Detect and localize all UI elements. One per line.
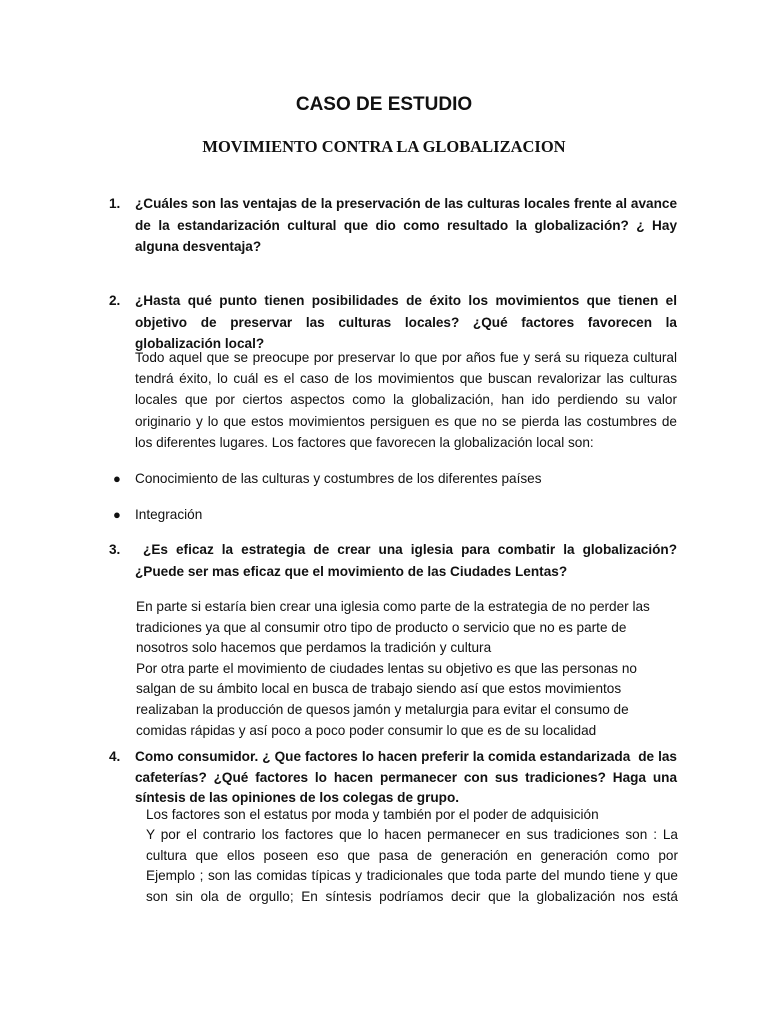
- document-title: CASO DE ESTUDIO: [295, 94, 473, 115]
- bullet-icon: ●: [113, 507, 121, 522]
- list-item-text: Conocimiento de las culturas y costumbres de los diferentes países: [135, 471, 542, 486]
- question-number: 4.: [109, 749, 121, 764]
- question-text: Como consumidor. ¿ Que factores lo hacen preferir la comida estandarizada de las cafeterías? ¿Qué factores lo hacen permanecer con sus tradiciones? Haga una síntesis de las opiniones de los colegas de grupo.: [135, 749, 681, 805]
- list-item: [113, 469, 677, 489]
- question-4: [109, 747, 681, 809]
- text-line: tradiciones ya que al consumir otro tipo de producto o servicio que no es parte de: [136, 619, 627, 635]
- answer-3-paragraph: [136, 597, 681, 741]
- document-subtitle: MOVIMIENTO CONTRA LA GLOBALIZACION: [202, 137, 566, 156]
- list-item-text: Integración: [135, 507, 203, 522]
- bullet-icon: ●: [113, 471, 121, 486]
- text-line: Por otra parte el movimiento de ciudades lentas su objetivo es que las personas no: [136, 660, 637, 676]
- text-line: cultura que ellos poseen eso que pasa de generación en generación como por: [146, 847, 678, 863]
- question-number: 1.: [109, 196, 121, 211]
- answer-2-paragraph: Todo aquel que se preocupe por preservar lo que por años fue y será su riqueza cultural tendrá éxito, lo cuál es el caso de los movimientos que buscan revalorizar las culturas locales que por ciertos aspectos como la globalización, han ido perdiendo su valor originario y lo que estos movimientos persiguen es que no se pierda las costumbres de los diferentes lugares. Los factores que favorecen la globalización local son:: [135, 350, 677, 450]
- question-2: [109, 290, 677, 355]
- text-line: son sin ola de orgullo; En síntesis podríamos decir que la globalización nos está: [146, 888, 678, 904]
- answer-4-paragraph: [146, 805, 678, 907]
- question-number: 3.: [109, 542, 121, 557]
- question-text: ¿Cuáles son las ventajas de la preservación de las culturas locales frente al avance de la estandarización cultural que dio como resultado la globalización? ¿ Hay alguna desventaja?: [135, 196, 677, 254]
- text-line: realizaban la producción de quesos jamón y metalurgia para evitar el consumo de: [136, 701, 629, 717]
- list-item: [113, 505, 677, 525]
- text-line: Los factores son el estatus por moda y también por el poder de adquisición: [146, 807, 599, 822]
- question-text: ¿Es eficaz la estrategia de crear una iglesia para combatir la globalización? ¿Puede ser mas eficaz que el movimiento de las Ciudades Lentas?: [135, 542, 681, 579]
- question-3: [109, 539, 681, 582]
- text-line: comidas rápidas y así poco a poco poder consumir lo que es de su localidad: [136, 722, 597, 738]
- question-1: [109, 193, 677, 258]
- text-line: Ejemplo ; son las comidas típicas y tradicionales que toda parte del mundo tiene y que: [146, 868, 678, 884]
- question-text: ¿Hasta qué punto tienen posibilidades de éxito los movimientos que tienen el objetivo de preservar las culturas locales? ¿Qué factores favorecen la globalización local?: [135, 293, 677, 351]
- text-line: Y por el contrario los factores que lo hacen permanecer en sus tradiciones son : La: [146, 827, 678, 843]
- text-line: En parte si estaría bien crear una iglesia como parte de la estrategia de no perder las: [136, 599, 650, 614]
- text-line: nosotros solo hacemos que perdamos la tradición y cultura: [136, 640, 492, 656]
- text-line: salgan de su ámbito local en busca de trabajo siendo así que estos movimientos: [136, 681, 622, 697]
- question-number: 2.: [109, 293, 121, 308]
